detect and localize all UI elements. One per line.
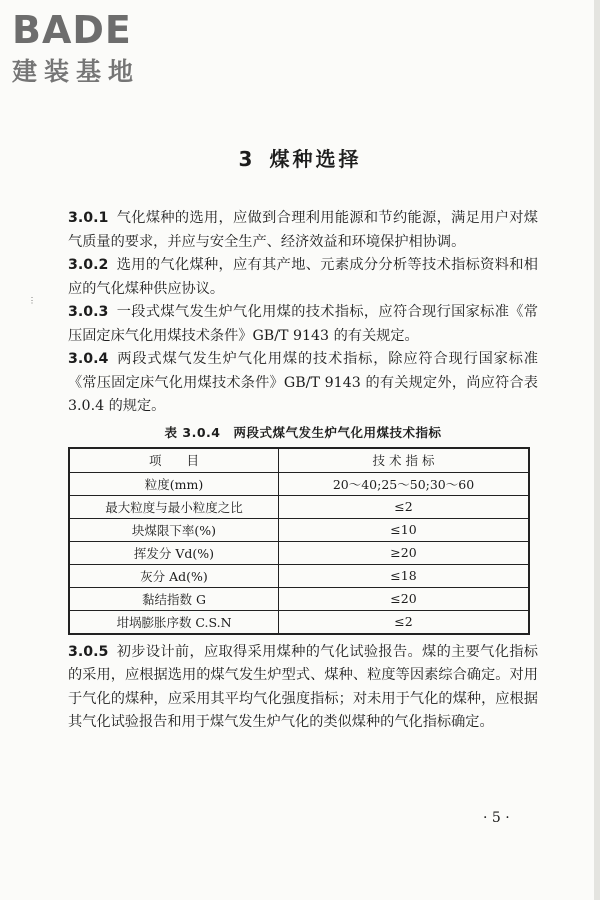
table-row bbox=[69, 587, 529, 610]
table-cell-value: 20～40;25～50;30～60 bbox=[279, 472, 530, 495]
clause-number: 3.0.4 bbox=[68, 351, 109, 367]
clause-number: 3.0.1 bbox=[68, 210, 109, 226]
table-cell-item: 挥发分 Vd(%) bbox=[69, 541, 279, 564]
chapter-number: 3 bbox=[238, 147, 256, 171]
paragraph-text: 一段式煤气发生炉气化用煤的技术指标，应符合现行国家标准《常压固定床气化用煤技术条件》GB/T 9143 的有关规定。 bbox=[68, 304, 538, 344]
table-row bbox=[69, 495, 529, 518]
page-content bbox=[68, 207, 538, 735]
paragraph bbox=[68, 207, 538, 254]
table-cell-item: 最大粒度与最小粒度之比 bbox=[69, 495, 279, 518]
table-cell-item: 粒度(mm) bbox=[69, 472, 279, 495]
paragraph-text: 两段式煤气发生炉气化用煤的技术指标，除应符合现行国家标准《常压固定床气化用煤技术条件》GB/T 9143 的有关规定外，尚应符合表 3.0.4 的规定。 bbox=[68, 351, 538, 414]
paragraph bbox=[68, 641, 538, 735]
paragraph bbox=[68, 254, 538, 301]
clause-number: 3.0.3 bbox=[68, 304, 109, 320]
table-cell-value: ≤2 bbox=[279, 610, 530, 634]
paragraph-text: 气化煤种的选用，应做到合理利用能源和节约能源，满足用户对煤气质量的要求，并应与安全生产、经济效益和环境保护相协调。 bbox=[68, 210, 538, 250]
table-row bbox=[69, 472, 529, 495]
table-cell-item: 块煤限下率(%) bbox=[69, 518, 279, 541]
table-header-item: 项 目 bbox=[69, 448, 279, 473]
paragraph bbox=[68, 301, 538, 348]
table-cell-value: ≤2 bbox=[279, 495, 530, 518]
paragraph-text: 选用的气化煤种，应有其产地、元素成分分析等技术指标资料和相应的气化煤种供应协议。 bbox=[68, 257, 538, 297]
clause-number: 3.0.2 bbox=[68, 257, 109, 273]
table-header-row bbox=[69, 448, 529, 473]
coal-spec-table bbox=[68, 447, 530, 635]
table-row bbox=[69, 518, 529, 541]
page-edge-shadow bbox=[594, 0, 600, 900]
page-number: · 5 · bbox=[483, 810, 510, 826]
logo-subtitle: 建装基地 bbox=[12, 57, 141, 86]
table-cell-item: 灰分 Ad(%) bbox=[69, 564, 279, 587]
table-caption: 表 3.0.4 两段式煤气发生炉气化用煤技术指标 bbox=[164, 424, 442, 440]
table-cell-item: 黏结指数 G bbox=[69, 587, 279, 610]
margin-mark: ⋮ bbox=[28, 296, 36, 305]
clause-number: 3.0.5 bbox=[68, 643, 109, 660]
table-cell-value: ≥20 bbox=[279, 541, 530, 564]
paragraph-text: 初步设计前，应取得采用煤种的气化试验报告。煤的主要气化指标的采用，应根据选用的煤气发生炉型式、煤种、粒度等因素综合确定。对用于气化的煤种，应采用其平均气化强度指标；对未用于气化的煤种，应根据其气化试验报告和用于煤气发生炉气化的类似煤种的气化指标确定。 bbox=[68, 643, 538, 730]
table-header-spec: 技 术 指 标 bbox=[279, 448, 530, 473]
table-cell-item: 坩埚膨胀序数 C.S.N bbox=[69, 610, 279, 634]
table-cell-value: ≤18 bbox=[279, 564, 530, 587]
logo bbox=[12, 8, 140, 88]
paragraph bbox=[68, 348, 538, 419]
chapter-heading: 煤种选择 bbox=[269, 147, 362, 171]
chapter-title bbox=[0, 143, 600, 172]
table-cell-value: ≤10 bbox=[279, 518, 530, 541]
table-row bbox=[69, 564, 529, 587]
table-cell-value: ≤20 bbox=[279, 587, 530, 610]
logo-brand: BADE bbox=[12, 8, 132, 52]
table-row bbox=[69, 610, 529, 634]
table-row bbox=[69, 541, 529, 564]
